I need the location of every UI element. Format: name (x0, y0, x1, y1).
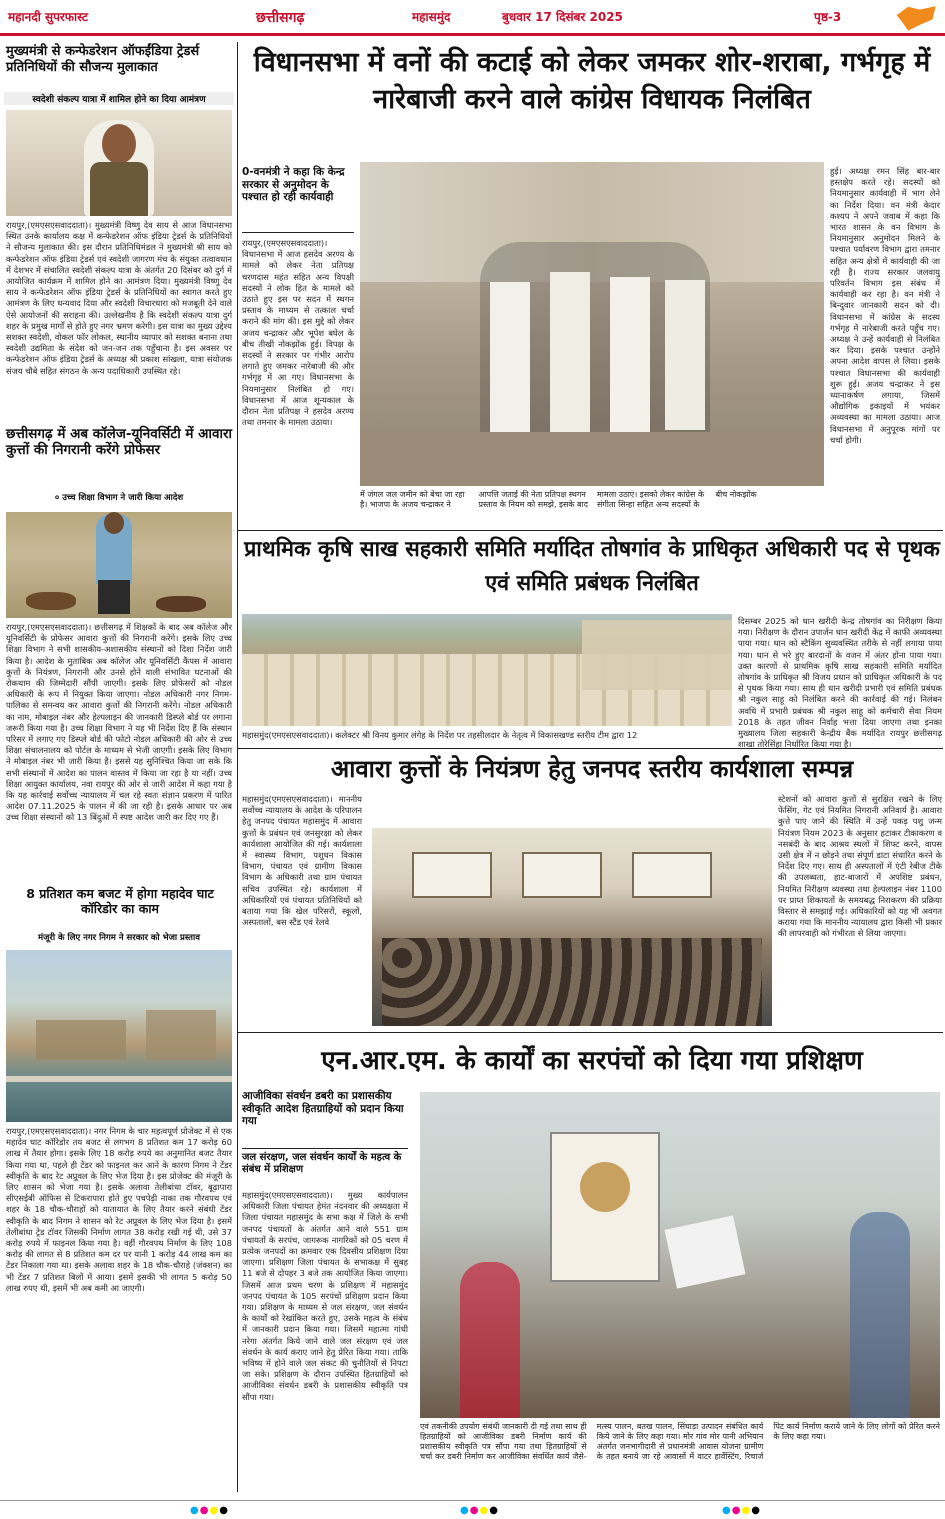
paddy-centre-photo (242, 614, 732, 726)
assembly-kicker: 0-वनमंत्री ने कहा कि केन्द्र सरकार से अनुमोदन के पश्चात हो रही कार्यवाही (242, 166, 345, 204)
section-rule (238, 1032, 943, 1033)
registration-marks: ●●●● (722, 1505, 761, 1516)
kicker-rule (242, 1148, 408, 1149)
cm-meeting-body: रायपुर,(एमएसएसवाददाता)। मुख्यमंत्री विष्णु देव साय से आज विधानसभा स्थित उनके कार्यालय कक्ष में कन्फेडरेशन ऑफ इंडिया ट्रेडर्स के प्रतिनिधियों ने सौजन्य मुलाकात की। इस दौरान प्रतिनिधिमंडल ने मुख्यमंत्री श्री साय को कन्फेडरेशन ऑफ इंडिया ट्रेडर्स एवं स्वदेशी जागरण मंच के संयुक्त तत्वावधान में देशभर में संचालित स्वदेशी संकल्प यात्रा के अंतर्गत 20 दिसंबर को दुर्ग में आयोजित कार्यक्रम में शामिल होने का आमंत्रण दिया। मुख्यमंत्री विष्णु देव साय ने कन्फेडरेशन ऑफ इंडिया ट्रेडर्स के प्रतिनिधियों का स्वागत करते हुए आमंत्रण के लिए धन्यवाद दिया और स्वदेशी विचारधारा को मजबूती देने वाले ऐसे आयोजनों की सराहना की। उल्लेखनीय है कि स्वदेशी संकल्प यात्रा दुर्ग शहर के प्रमुख मार्गों से होते हुए नगर भ्रमण करेगी। इस यात्रा का मुख्य उद्देश्य सशक्त स्वदेशी, वोकल फॉर लोकल, स्थानीय व्यापार को सशक्त बनाना तथा स्वदेशी उद्यमिता के संदेश को जन-जन तक पहुँचाना है। इस अवसर पर कन्फेडरेशन ऑफ इंडिया ट्रेडर्स के अध्यक्ष श्री प्रकाश सांखला, यात्रा संयोजक संजय चौबे सहित संगठन के अन्य पदाधिकारी उपस्थित रहे। (6, 220, 232, 376)
masthead (0, 0, 945, 36)
chhattisgarh-map-icon (892, 4, 938, 32)
column-rule (237, 42, 238, 1492)
society-caption: महासमुंद(एमएसएसवाददाता)। कलेक्टर श्री विनय कुमार लंगेह के निर्देश पर तहसीलदार के नेतृत्व में विकासखण्ड स्तरीय टीम द्वारा 12 (242, 730, 638, 740)
assembly-headline: विधानसभा में वनों की कटाई को लेकर जमकर शोर-शराबा, गर्भगृह में नारेबाजी करने वाले कांग्रेस विधायक निलंबित (253, 47, 931, 115)
stray-dogs-headline: छत्तीसगढ़ में अब कॉलेज-यूनिवर्सिटी में आवारा कुत्तों की निगरानी करेंगे प्रोफेसर (6, 426, 232, 459)
paper-name: महानदी सुपरफास्ट (8, 10, 88, 24)
dog-workshop-body-left: महासमुंद(एमएसएसवाददाता)। माननीय सर्वोच्च न्यायालय के आदेश के परिपालन हेतु जनपद पंचायत महासमुंद में आवारा कुत्तों के प्रबंधन एवं जनसुरक्षा को लेकर कार्यशाला आयोजित की गई। कार्यशाला में स्वास्थ्य विभाग, पशुधन विकास विभाग, पंचायत एवं ग्रामीण विकास विभाग के अधिकारी तथा ग्राम पंचायत सचिव उपस्थित रहे। कार्यशाला में अधिकारियों एवं पंचायत प्रतिनिधियों को बताया गया कि खेल परिसरों, स्कूलों, अस्पतालों, बस स्टैंड एवं रेलवे (242, 794, 362, 928)
city-name: महासमुंद (412, 10, 451, 24)
cm-meeting-headline: मुख्यमंत्री से कन्फेडरेशन ऑफईंडिया ट्रेडर्स प्रतिनिधियों की सौजन्य मुलाकात (6, 44, 200, 75)
registration-marks: ●●●● (460, 1505, 499, 1516)
society-headline: प्राथमिक कृषि साख सहकारी समिति मर्यादित तोषगांव के प्राधिकृत अधिकारी पद से पृथक एवं समिति प्रबंधक निलंबित (244, 537, 940, 596)
nrm-training-photo (420, 1092, 940, 1418)
stray-dogs-body: रायपुर,(एमएसएसवाददाता)। छत्तीसगढ़ में शिक्षकों के बाद अब कॉलेज और यूनिवर्सिटी के प्रोफेसर आवारा कुत्तों की निगरानी करेंगे। इसके लिए उच्च शिक्षा विभाग ने सभी शासकीय-अशासकीय संस्थानों को दिशा निर्देश जारी किया है। आदेश के मुताबिक अब कॉलेज और यूनिवर्सिटी कैंपस में आवारा कुत्तों के नियंत्रण, निगरानी और उनसे होने वाली संभावित घटनाओं की रोकथाम की जिम्मेदारी सौंपी जाएगी। इसके लिए प्रोफेसरों को नोडल अधिकारी के रूप में नियुक्त किया जाएगा। नोडल अधिकारी नगर निगम-पालिका से समन्वय कर आवारा कुत्तों की निगरानी करेंगे। नोडल अधिकारी का नाम, मोबाइल नंबर और हेल्पलाइन की जानकारी डिस्प्ले बोर्ड पर लगाना जरूरी किया गया है। उच्च शिक्षा विभाग ने यह भी निर्देश दिए हैं कि संस्थान परिसर में लगाए गए डिस्प्ले बोर्ड की फोटो नोडल अधिकारी की ओर से उच्च शिक्षा संचालनालय को पोर्टल के माध्यम से भेजी जाएगी। इसके लिए विभाग ने मोबाइल नंबर भी जारी किया है। इससे यह सुनिश्चित किया जा सके कि सभी संस्थानों में आदेश का पालन वास्तव में किया जा रहा है या नहीं। उच्च शिक्षा आयुक्त कार्यालय, नवा रायपुर की ओर से जारी आदेश में कहा गया है कि यह कार्रवाई सर्वोच्च न्यायालय में चल रहे स्वतः संज्ञान प्रकरण में पारित आदेश 07.11.2025 के पालन में की जा रही है। इसके आधार पर अब उच्च शिक्षा संस्थानों को 13 बिंदुओं में स्पष्ट आदेश जारी कर दिए गए हैं। (6, 622, 232, 823)
dogs-photo (6, 512, 232, 618)
corridor-subhead: मंजूरी के लिए नगर निगम ने सरकार को भेजा प्रस्ताव (38, 933, 200, 943)
corridor-headline: 8 प्रतिशत कम बजट में होगा महादेव घाट कॉरिडोर का काम (26, 886, 214, 916)
nrm-body: महासमुंद(एमएसएसवाददाता)। मुख्य कार्यपालन अधिकारी जिला पंचायत हेमंत नंदनवार की अध्यक्षता में जिला पंचायत महासमुंद के सभा कक्ष में जिले के सभी जनपद पंचायतों के अंतर्गत आने वाले 551 ग्राम पंचायतों के सरपंच, जागरूक नागरिकों को 05 चरण में प्रत्येक जनपदों का क्रमवार एक दिवसीय प्रशिक्षण दिया जाएगा। प्रशिक्षण जिला पंचायत के सभाकक्ष में सुबह 11 बजे से दोपहर 3 बजे तक आयोजित किया जाएगा। जिसमें आज प्रथम चरण के प्रशिक्षण में महासमुंद जनपद पंचायत के 105 सरपंचों प्रशिक्षण प्रदान किया गया। प्रशिक्षण के माध्यम से जल संरक्षण, जल संवर्धन के कार्यों को रेखांकित करते हुए, उसके महत्व के संबंध में जानकारी प्रदान किया गया। जिसमें महात्मा गांधी नरेगा अंतर्गत किये जाने वाले जल संरक्षण एवं जल संवर्धन के कार्य कराए जाने हेतु प्रेरित किया गया। ताकि भविष्य में होने वाले जल संकट की चुनौतियों से निपटा जा सके। प्रशिक्षण के दौरान उपस्थित हितग्राहियों को आजीविका संवर्धन डबरी के प्रशासकीय स्वीकृति पत्र सौंपा गया। (242, 1190, 408, 1402)
nrm-kicker-1: आजीविका संवर्धन डबरी का प्रशासकीय स्वीकृति आदेश हितग्राहियों को प्रदान किया गया (242, 1090, 404, 1128)
dog-workshop-headline: आवारा कुत्तों के नियंत्रण हेतु जनपद स्तरीय कार्यशाला सम्पन्न (330, 755, 854, 783)
stray-dogs-subhead: ० उच्च शिक्षा विभाग ने जारी किया आदेश (54, 493, 184, 503)
assembly-body-right: हुई। अध्यक्ष रमन सिंह बार-बार हस्तक्षेप करते रहे। सदस्यों को नियमानुसार कार्यवाही में भाग लेने का निर्देश दिया। वन मंत्री केदार कश्यप ने अपने जवाब में कहा कि भारत शासन के वन विभाग के नियमानुसार अनुमोदन मिलने के पश्चात पर्यावरण विभाग द्वारा तमनार सहित अन्य क्षेत्रों में कार्यवाही की जा रही है। राज्य सरकार जलवायु परिवर्तन विभाग इस संबंध में कार्यवाही कर रहा है। वन मंत्री ने बिन्दुवार जानकारी सदन को दी। विधानसभा में कांग्रेस के सदस्य गर्भगृह में नारेबाजी करते पहुँच गए। अध्यक्ष ने उन्हें कार्यवाही से निलंबित कर दिया। इसके पश्चात उन्होंने अपना आदेश वापस ले लिया। इसके पश्चात विधानसभा की कार्यवाही शुरू हुई। अजय चन्द्राकर ने इस ध्यानाकर्षण लगाया, जिसमें औद्योगिक इकाइयों में भयंकर अव्यवस्था का मामला उठाया। आज विधानसभा में अनुपूरक मांगों पर चर्चा होगी। (830, 166, 940, 445)
kicker-rule (242, 232, 354, 233)
nrm-caption: एवं तकनीकी उपयोग संबंधी जानकारी दी गई तथा साथ ही हितग्राहियों को आजीविका डबरी निर्माण कार्य की प्रशासकीय स्वीकृति पत्र सौंपा गया तथा हितग्राहियों से चर्चा कर डबरी निर्माण कर आजीविका संवर्धित कार्य जैसे- मत्स्य पालन, बतख पालन, सिंघाड़ा उत्पादन संबंधित कार्य किये जाने के लिए कहा गया। मोर गांव मोर पानी अभियान अंतर्गत जनभागीदारी से प्रधानमंत्री आवास योजना ग्रामीण के तहत बनाये जा रहे आवासों में वाटर हार्वेस्टिंग, रिचार्ज पिट कार्य निर्माण कराये जाने के लिए लोगों को प्रेरित करने के लिए कहा गया। (420, 1422, 940, 1461)
cm-meeting-subhead: स्वदेशी संकल्प यात्रा में शामिल होने का दिया आमंत्रण (4, 92, 234, 105)
section-rule (238, 530, 943, 531)
dog-workshop-body-right: स्टेशनों को आवारा कुत्तों से सुरक्षित रखने के लिए फेंसिंग, गेट एवं नियमित निगरानी अनिवार्य है। आवारा कुत्ते पाए जाने की स्थिति में उन्हें पकड़ पशु जन्म नियंत्रण नियम 2023 के अनुसार हटाकर टीकाकरण व नसबंदी के बाद आश्रय स्थलों में शिफ्ट करने, वापस उसी क्षेत्र में न छोड़ने तथा संपूर्ण डाटा संधारित करने के निर्देश दिए गए। साथ ही अस्पतालों में एंटी रेबीज टीके की उपलब्धता, हाट-बाजारों में अपशिष्ट प्रबंधन, नियमित निरीक्षण व्यवस्था तथा हेल्पलाइन नंबर 1100 पर प्राप्त शिकायतों के समयबद्ध निराकरण की प्रक्रिया विस्तार से समझाई गई। अधिकारियों को यह भी अवगत कराया गया कि माननीय न्यायालय द्वारा किसी भी प्रकार की लापरवाही को गंभीरता से लिया जाएगा। (778, 794, 942, 939)
cm-photo (6, 110, 232, 216)
ghat-aerial-photo (6, 950, 232, 1122)
assembly-walkout-photo (360, 162, 824, 486)
assembly-body-left: रायपुर,(एमएसएसवाददाता)। विधानसभा में आज हसदेव अरण्य के मामले को लेकर नेता प्रतिपक्ष चरणदास महंत सहित अन्य विपक्षी सदस्यों ने लोक हित के मामले को उठाते हुए इस पर सदन में स्थगन प्रस्ताव के माध्यम से तत्काल चर्चा कराने की मांग की। इस मुद्दे को लेकर अजय चन्द्राकर और भूपेश बघेल के बीच तीखी नोकझोंक हुई। विपक्ष के सदस्यों ने सरकार पर गंभीर आरोप लगाते हुए जमकर नारेबाजी की और गर्भगृह में आ गए। विधानसभा के नियमानुसार निलंबित हो गए। विधानसभा में आज शून्यकाल के दौरान नेता प्रतिपक्ष ने हसदेव अरण्य तथा तमनार के मामला उठाया। (242, 238, 354, 428)
page-number: पृष्ठ-3 (814, 10, 842, 24)
nrm-headline: एन.आर.एम. के कार्यों का सरपंचों को दिया गया प्रशिक्षण (321, 1046, 863, 1076)
state-name: छत्तीसगढ़ (256, 10, 305, 26)
society-body: दिसम्बर 2025 को धान खरीदी केन्द्र तोषगांव का निरीक्षण किया गया। निरीक्षण के दौरान उपार्जन धान खरीदी केंद्र में काफी अव्यवस्था पाया गया। धान को स्टैकिंग सुव्यवस्थित तरीके से नहीं लगाया पाया गया। धान से भरे हुए बारदानों के वजन में अंतर होना पाया गया। उक्त कारणों से प्राथमिक कृषि साख सहकारी समिति मर्यादित तोषगांव के प्राधिकृत श्री विजय प्रधान को प्राधिकृत अधिकारी के पद से पृथक किया गया। साथ ही धान खरीदी प्रभारी एवं समिति प्रबंधक श्री नकुल साहू को निलंबित करने की कार्रवाई की गई। निलंबन अवधि में प्रभारी प्रबंधक श्री नकुल साहू को कर्मचारी सेवा नियम 2018 के तहत जीवन निर्वाह भत्ता दिया जाएगा तथा इनका मुख्यालय जिला सहकारी केन्द्रीय बैंक मर्यादित रायपुर छत्तीसगढ़ शाखा तोरेसिंहा निर्धारित किया गया है। (738, 616, 942, 750)
registration-marks: ●●●● (190, 1505, 229, 1516)
print-registration-bar (0, 1500, 945, 1519)
assembly-continued-line: में जंगल जल जमीन को बेचा जा रहा है। भाजपा के अजय चन्द्राकर ने आपत्ति जताई की नेता प्रतिपक्ष स्थगन प्रस्ताव के नियम को समझे, इसके बाद मामला उठाएं। इसको लेकर कांग्रेस के संगीता सिन्हा सहित अन्य सदस्यों के बीच नोकझोंक (360, 490, 757, 509)
corridor-body: रायपुर,(एमएसएसवाददाता)। नगर निगम के चार महत्वपूर्ण प्रोजेक्ट में से एक महादेव घाट कॉरिडोर तय बजट से लगभग 8 प्रतिशत कम 17 करोड़ 60 लाख में तैयार होगा। इसके लिए 18 करोड़ रुपये का अनुमानित बजट तैयार किया गया था, पहले ही टेंडर को फाइनल कर आने के कारण निगम ने टेंडर स्वीकृति के बाद रेट अप्रूवल के लिए भेज दिया है। इस प्रोजेक्ट की मंजूरी के लिए शासन को भेजा गया है। इसके अलावा तेलीबांधा टॉवर, बूढ़ापारा सीएसईबी ऑफिस से टिकरापारा होते हुए पचपेड़ी नाका तक गौरवपथ एवं शहर के 18 चौक-चौराहों को यातायात के लिए तैयार करने संबंधी टेंडर स्वीकृति के बाद निगम ने शासन को रेट अप्रूवल के लिए भेज दिया है। इसमें तेलीबांधा ट्रेड टॉवर जिसकी निर्माण लागत 38 करोड़ रखी गई थी, उसे 37 करोड़ रुपये में फाइनल किया गया है। वहीं गौरवपथ निर्माण के लिए 108 करोड़ की लागत से 8 प्रतिशत कम दर पर यानी 1 करोड़ 44 लाख कम का टेंडर निकाला गया था। इसके अलावा शहर के 18 चौक-चौराहे (जंक्शन) का भी टेंडर 7 प्रतिशत बिलों में आया। इसमें इसकी भी लागत 5 करोड़ 50 लाख रुपए थी, इसमें भी अब कमी आ जाएगी। (6, 1126, 232, 1293)
issue-date: बुधवार 17 दिसंबर 2025 (502, 10, 623, 24)
nrm-kicker-2: जल संरक्षण, जल संवर्धन कार्यों के महत्व के संबंध में प्रशिक्षण (242, 1152, 402, 1175)
workshop-hall-photo (372, 828, 772, 1026)
